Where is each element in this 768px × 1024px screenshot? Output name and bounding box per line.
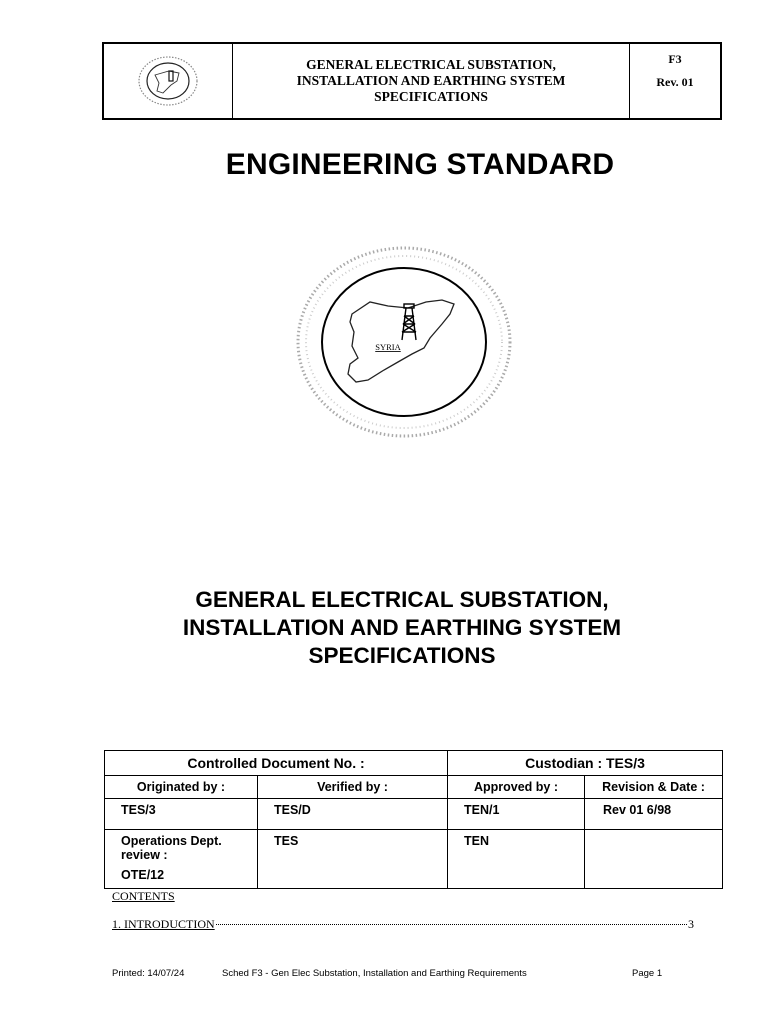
originated-value: TES/3 — [105, 799, 258, 830]
document-header — [102, 42, 722, 120]
header-title-line: GENERAL ELECTRICAL SUBSTATION, — [306, 57, 556, 72]
verified-header: Verified by : — [258, 776, 448, 799]
contents-heading: CONTENTS — [112, 889, 175, 903]
ops-approved-value: TEN — [448, 830, 585, 889]
verified-value: TES/D — [258, 799, 448, 830]
ops-review-label: Operations Dept. — [121, 834, 222, 848]
company-emblem-icon — [292, 244, 516, 444]
small-emblem-icon — [135, 53, 201, 109]
document-title — [0, 586, 768, 670]
footer-page-number: Page 1 — [632, 968, 663, 979]
document-title-line: INSTALLATION AND EARTHING SYSTEM — [182, 615, 622, 640]
document-title-line: GENERAL ELECTRICAL SUBSTATION, — [195, 587, 609, 612]
header-logo-cell — [104, 44, 233, 118]
map-label: SYRIA — [375, 342, 401, 352]
ops-revision-value — [585, 830, 723, 889]
header-title — [233, 44, 630, 118]
header-code-cell — [630, 44, 720, 118]
toc-item-page: 3 — [688, 917, 694, 931]
revision-value: Rev 01 6/98 — [585, 799, 723, 830]
document-title-line: SPECIFICATIONS — [308, 643, 496, 668]
toc-item[interactable] — [112, 917, 694, 932]
toc-leader — [216, 924, 687, 925]
ops-verified-value: TES — [258, 830, 448, 889]
controlled-document-cell: Controlled Document No. : — [105, 751, 448, 776]
custodian-cell: Custodian : TES/3 — [448, 751, 723, 776]
toc-item-label: 1. INTRODUCTION — [112, 917, 215, 931]
table-row — [105, 751, 723, 776]
page-heading: ENGINEERING STANDARD — [225, 148, 615, 181]
table-row — [105, 830, 723, 889]
derrick-icon — [402, 304, 416, 340]
document-control-table — [104, 750, 723, 889]
header-title-line: INSTALLATION AND EARTHING SYSTEM — [296, 73, 566, 88]
approved-value: TEN/1 — [448, 799, 585, 830]
table-row — [105, 799, 723, 830]
footer-printed: Printed: 14/07/24 — [112, 968, 185, 979]
approved-header: Approved by : — [448, 776, 585, 799]
revision-header: Revision & Date : — [585, 776, 723, 799]
header-title-line: SPECIFICATIONS — [374, 89, 488, 104]
ops-review-label: review : — [121, 848, 168, 862]
ops-review-code: OTE/12 — [121, 868, 165, 882]
ops-review-cell — [105, 830, 258, 889]
originated-header: Originated by : — [105, 776, 258, 799]
document-code: F3 — [668, 52, 682, 66]
table-row — [105, 776, 723, 799]
footer-schedule: Sched F3 - Gen Elec Substation, Installation and Earthing Requirements — [222, 968, 527, 979]
document-revision: Rev. 01 — [656, 75, 694, 89]
